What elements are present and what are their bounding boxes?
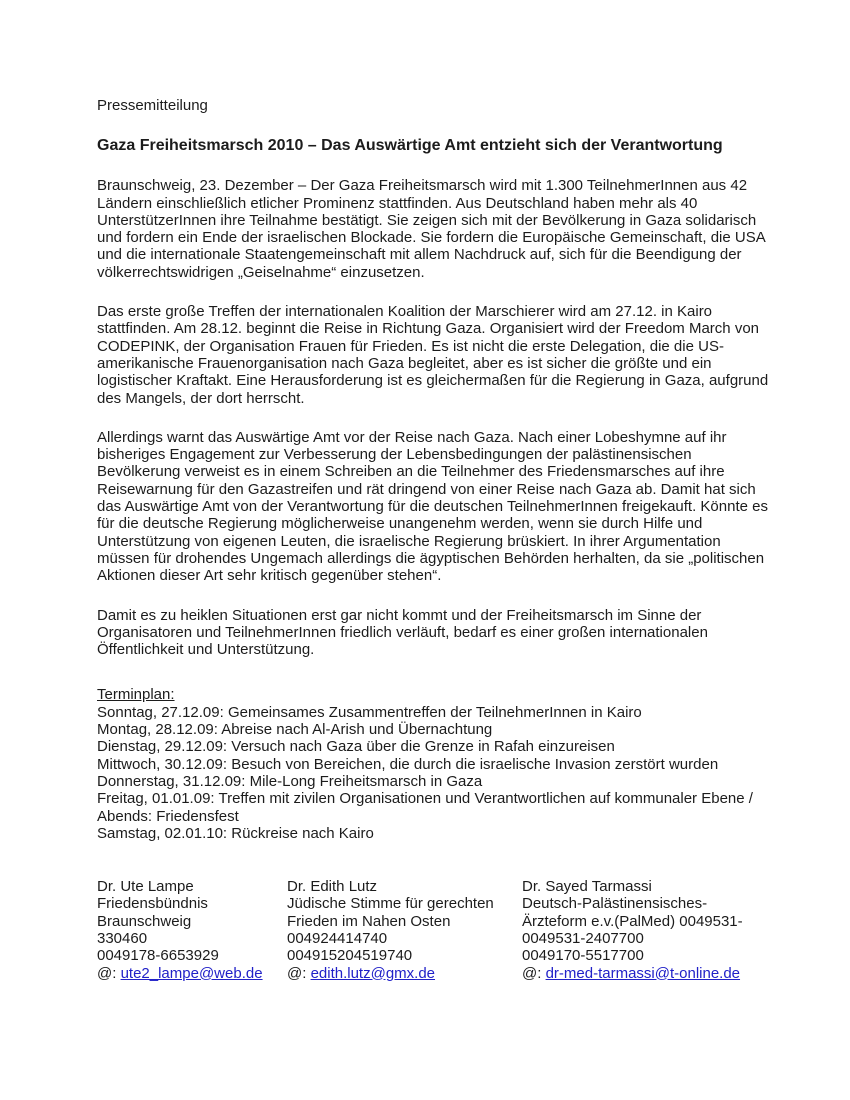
schedule-item-5: Donnerstag, 31.12.09: Mile-Long Freiheitsmarsch in Gaza bbox=[97, 772, 483, 790]
document-content bbox=[97, 97, 797, 982]
contact-org-line: Braunschweig bbox=[97, 912, 192, 930]
paragraph-2: Das erste große Treffen der internationalen Koalition der Marschierer wird am 27.12. in Kairo stattfinden. Am 28.12. beginnt die Reise in Richtung Gaza. Organisiert wird der Freedom March von CODEPINK, der Organisation Frauen für Frieden. Es ist nicht die erste Delegation, die die US-amerikanische Frauenorganisation nach Gaza begleitet, aber es ist sicher die größte und ein logistischer Kraftakt. Eine Herausforderung ist es gleichermaßen für die Regierung in Gaza, aufgrund des Mangels, der dort herrscht. bbox=[97, 303, 769, 407]
email-link-ute-lampe[interactable]: ute2_lampe@web.de bbox=[120, 964, 263, 982]
email-link-edith-lutz[interactable]: edith.lutz@gmx.de bbox=[310, 964, 436, 982]
contacts-section bbox=[97, 878, 797, 982]
schedule-item-1: Sonntag, 27.12.09: Gemeinsames Zusammentreffen der TeilnehmerInnen in Kairo bbox=[97, 703, 642, 721]
paragraph-1: Braunschweig, 23. Dezember – Der Gaza Freiheitsmarsch wird mit 1.300 TeilnehmerInnen aus 42 Ländern einschließlich etlicher Prominenz stattfinden. Aus Deutschland haben mehr als 40 UnterstützerInnen ihre Teilnahme bestätigt. Sie zeigen sich mit der Bevölkerung in Gaza solidarisch und fordern ein Ende der israelischen Blockade. Sie fordern die Europäische Gemeinschaft, die USA und die internationale Staatengemeinschaft mit allem Nachdruck auf, sich für die Beendigung der völkerrechtswidrigen „Geiselnahme“ einzusetzen. bbox=[97, 177, 765, 281]
schedule-item-3: Dienstag, 29.12.09: Versuch nach Gaza über die Grenze in Rafah einzureisen bbox=[97, 738, 615, 756]
contact-phone: 0049178-6653929 bbox=[97, 947, 219, 965]
page-title: Gaza Freiheitsmarsch 2010 – Das Auswärtige Amt entzieht sich der Verantwortung bbox=[97, 137, 723, 155]
contact-name: Dr. Edith Lutz bbox=[287, 878, 378, 896]
contact-org-line: Jüdische Stimme für gerechten bbox=[287, 895, 494, 913]
contact-name: Dr. Sayed Tarmassi bbox=[522, 878, 652, 896]
contact-card-ute-lampe bbox=[97, 878, 287, 982]
contact-email-row bbox=[287, 965, 522, 982]
contact-phone: 004915204519740 bbox=[287, 947, 413, 965]
schedule-item-2: Montag, 28.12.09: Abreise nach Al-Arish und Übernachtung bbox=[97, 721, 493, 739]
contact-org-line: Ärzteform e.v.(PalMed) 0049531- bbox=[522, 912, 743, 930]
contact-name: Dr. Ute Lampe bbox=[97, 878, 194, 896]
email-prefix: @: bbox=[97, 964, 121, 982]
email-link-sayed-tarmassi[interactable]: dr-med-tarmassi@t-online.de bbox=[545, 964, 741, 982]
contact-card-edith-lutz bbox=[287, 878, 522, 982]
contact-org-line: Deutsch-Palästinensisches- bbox=[522, 895, 708, 913]
contact-phone: 330460 bbox=[97, 929, 148, 947]
contact-phone: 0049531-2407700 bbox=[522, 929, 644, 947]
email-prefix: @: bbox=[287, 964, 311, 982]
contact-org-line: Frieden im Nahen Osten bbox=[287, 912, 451, 930]
contact-phone: 0049170-5517700 bbox=[522, 947, 644, 965]
schedule-heading: Terminplan: bbox=[97, 686, 175, 704]
schedule-item-4: Mittwoch, 30.12.09: Besuch von Bereichen, die durch die israelische Invasion zerstört wurden bbox=[97, 755, 719, 773]
contact-org-line: Friedensbündnis bbox=[97, 895, 208, 913]
schedule-item-7: Abends: Friedensfest bbox=[97, 807, 239, 825]
paragraph-3: Allerdings warnt das Auswärtige Amt vor der Reise nach Gaza. Nach einer Lobeshymne auf ihr bisheriges Engagement zur Verbesserung der Lebensbedingungen der palästinensischen Bevölkerung verweist es in einem Schreiben an die Teilnehmer des Friedensmarsches auf ihre Reisewarnung für den Gazastreifen und rät dringend von einer Reise nach Gaza ab. Damit hat sich das Auswärtige Amt von der Verantwortung für die deutschen TeilnehmerInnen freigekauft. Könnte es für die deutsche Regierung möglicherweise unangenehm werden, wenn sie durch Hilfe und Unterstützung von eigenen Leuten, die israelische Regierung brüskiert. In ihrer Argumentation müssen für drohendes Ungemach allerdings die ägyptischen Behörden herhalten, da sie „politischen Aktionen dieser Art sehr kritisch gegenüber stehen“. bbox=[97, 428, 768, 585]
schedule-item-6: Freitag, 01.01.09: Treffen mit zivilen Organisationen und Verantwortlichen auf kommunaler Ebene / bbox=[97, 790, 753, 808]
contact-email-row bbox=[522, 965, 797, 982]
schedule-item-8: Samstag, 02.01.10: Rückreise nach Kairo bbox=[97, 824, 374, 842]
paragraph-4: Damit es zu heiklen Situationen erst gar nicht kommt und der Freiheitsmarsch im Sinne der Organisatoren und TeilnehmerInnen friedlich verläuft, bedarf es einer großen internationalen Öffentlichkeit und Unterstützung. bbox=[97, 606, 708, 659]
contact-email-row bbox=[97, 965, 287, 982]
document-type-label: Pressemitteilung bbox=[97, 97, 208, 114]
email-prefix: @: bbox=[522, 964, 546, 982]
contact-card-sayed-tarmassi bbox=[522, 878, 797, 982]
schedule-section bbox=[97, 686, 797, 842]
contact-phone: 004924414740 bbox=[287, 929, 388, 947]
